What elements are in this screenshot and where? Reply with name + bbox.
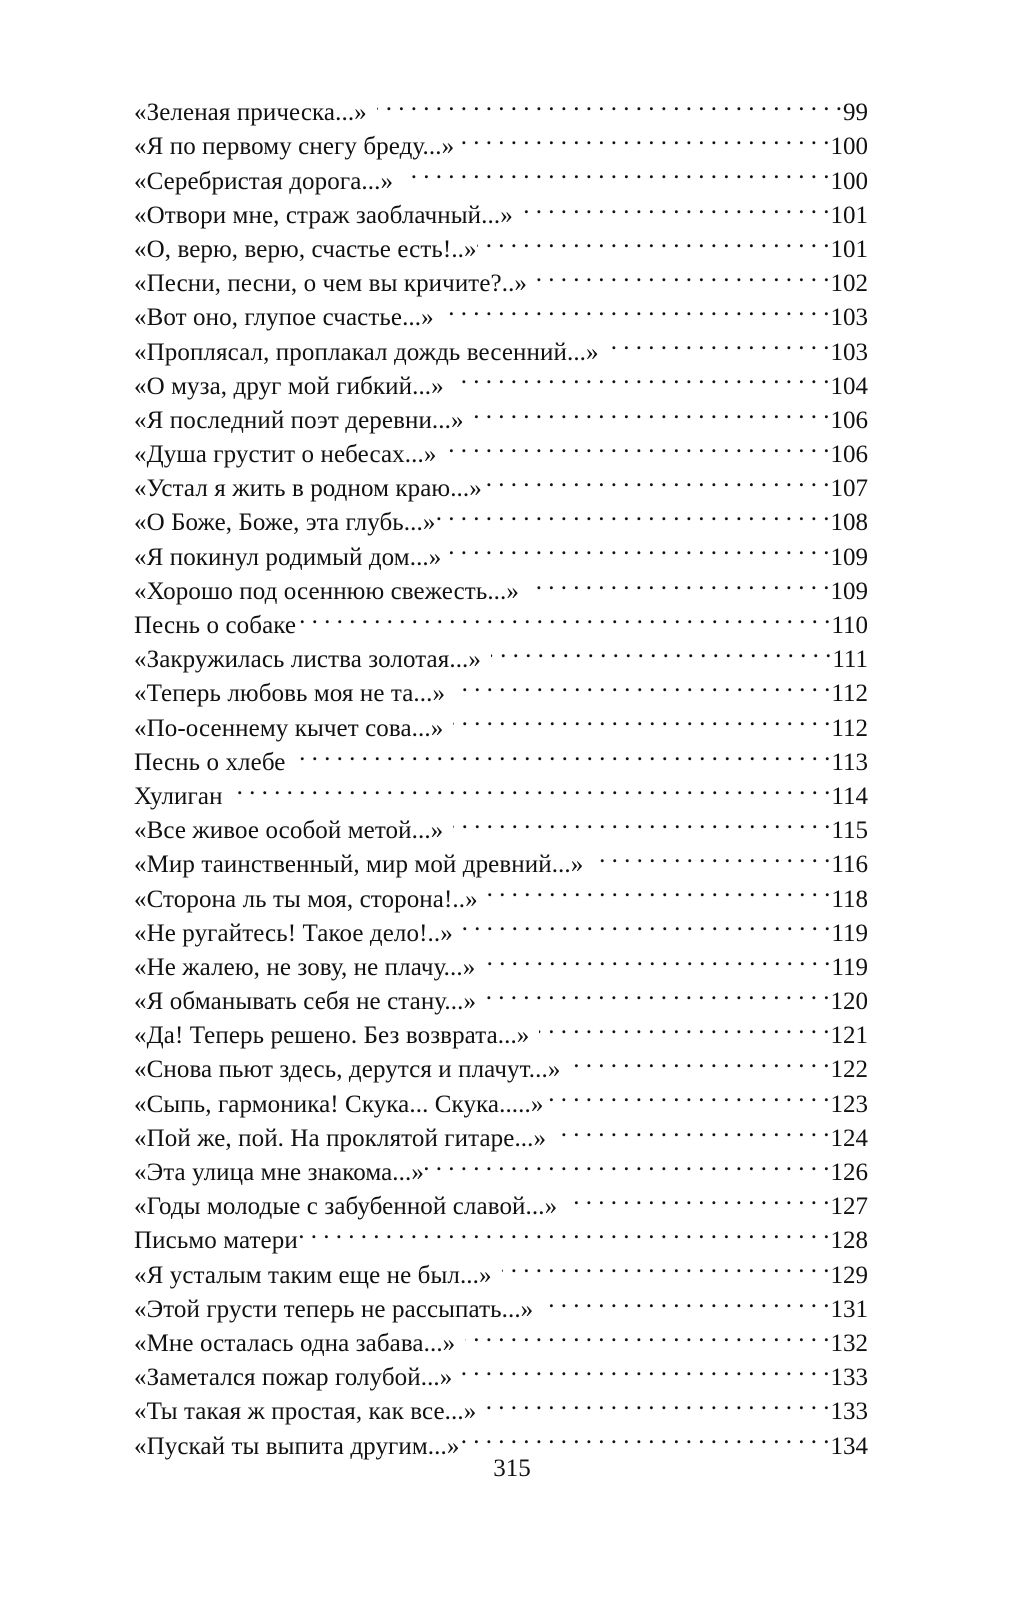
toc-entry-title: «Сторона ль ты моя, сторона!..» (134, 885, 478, 913)
toc-entry-page-number: 110 (831, 612, 868, 639)
toc-dot-leader (488, 872, 831, 906)
toc-dot-leader (424, 1146, 830, 1180)
toc-dot-leader (491, 633, 831, 667)
toc-dot-leader (485, 941, 830, 975)
toc-entry-title: «Эта улица мне знакома...» (134, 1159, 424, 1186)
toc-entry-title: «Зеленая прическа...» (134, 99, 367, 127)
toc-entry-title: «Я по первому снегу бреду...» (134, 133, 455, 161)
toc-entry-page-number: 122 (830, 1056, 868, 1084)
toc-dot-leader (455, 667, 830, 701)
toc-entry-title: «Годы молодые с забубенной славой...» (134, 1193, 558, 1221)
toc-entry-title: «Я обманывать себя не стану...» (134, 988, 477, 1016)
toc-dot-leader (435, 496, 829, 530)
toc-entry-title: «Вот оно, глупое счастье...» (134, 304, 434, 332)
toc-entry-title: «Мне осталась одна забава...» (134, 1329, 456, 1357)
toc-entry-title: «Мир таинственный, мир мой древний...» (134, 851, 584, 879)
toc-dot-leader (474, 394, 830, 428)
toc-entry-title: «О, верю, верю, счастье есть!..» (134, 235, 477, 263)
toc-dot-leader (465, 1317, 829, 1351)
toc-dot-leader (593, 838, 830, 872)
toc-entry-page-number: 126 (830, 1159, 868, 1186)
toc-entry-title: «О Боже, Боже, эта глубь...» (134, 509, 436, 537)
toc-dot-leader (298, 1214, 830, 1248)
toc-dot-leader (543, 1077, 829, 1111)
toc-entry-title: «Душа грустит о небесах...» (134, 441, 437, 469)
toc-entry-page-number: 128 (830, 1227, 868, 1255)
toc-entry-page-number: 100 (830, 133, 868, 161)
toc-entry-page-number: 119 (831, 919, 868, 947)
toc-dot-leader (570, 1043, 829, 1077)
toc-entry-page-number: 132 (830, 1329, 868, 1357)
toc-entry-page-number: 118 (831, 885, 868, 913)
toc-dot-leader (537, 257, 829, 291)
toc-entry-title: «Заметался пожар голубой...» (134, 1364, 453, 1392)
toc-dot-leader (463, 907, 831, 941)
toc-dot-leader (502, 1248, 830, 1282)
toc-entry-title: «Теперь любовь моя не та...» (134, 680, 446, 708)
toc-dot-leader (567, 1180, 829, 1214)
toc-entry-title: «Хорошо под осеннюю свежесть...» (134, 577, 519, 605)
toc-dot-leader (377, 86, 842, 120)
toc-entry[interactable] (134, 86, 868, 127)
toc-dot-leader (462, 1351, 829, 1385)
toc-entry-page-number: 120 (830, 988, 868, 1016)
toc-entry-title: Хулиган (134, 782, 223, 810)
toc-dot-leader (529, 565, 830, 599)
toc-dot-leader (539, 1009, 829, 1043)
toc-entry-title: «Не ругайтесь! Такое дело!..» (134, 919, 453, 947)
toc-entry-title: «Отвори мне, страж заоблачный...» (134, 201, 513, 229)
toc-entry-page-number: 133 (830, 1398, 868, 1426)
toc-entry-page-number: 129 (830, 1261, 868, 1289)
toc-dot-leader (441, 530, 829, 564)
toc-entry-page-number: 101 (830, 235, 868, 263)
toc-entry[interactable] (134, 804, 868, 845)
toc-entry-title: «Серебристая дорога...» (134, 167, 394, 195)
toc-entry-page-number: 115 (831, 817, 868, 845)
toc-dot-leader (556, 1112, 829, 1146)
toc-entry-page-number: 108 (830, 509, 868, 537)
toc-entry-title: «Этой грусти теперь не рассыпать...» (134, 1295, 534, 1323)
toc-dot-leader (482, 462, 830, 496)
toc-entry-page-number: 106 (830, 406, 868, 434)
toc-entry-title: «Проплясал, проплакал дождь весенний...» (134, 338, 599, 366)
toc-entry-page-number: 109 (830, 577, 868, 605)
toc-entry-page-number: 127 (830, 1193, 868, 1221)
page-folio-number: 315 (493, 1455, 531, 1482)
toc-entry-page-number: 104 (830, 372, 868, 400)
toc-entry-title: «Я покинул родимый дом...» (134, 543, 442, 571)
toc-entry[interactable] (134, 770, 868, 810)
toc-dot-leader (444, 291, 830, 325)
toc-entry-title: «О муза, друг мой гибкий...» (134, 372, 444, 400)
toc-entry-page-number: 123 (830, 1090, 868, 1118)
toc-dot-leader (296, 599, 830, 633)
toc-dot-leader (543, 1283, 829, 1317)
toc-entry-title: «Все живое особой метой...» (134, 817, 444, 845)
table-of-contents-list (134, 86, 868, 1460)
toc-dot-leader (486, 1385, 829, 1419)
toc-entry-page-number: 103 (830, 338, 868, 366)
toc-dot-leader (523, 189, 830, 223)
toc-entry-page-number: 102 (830, 270, 868, 298)
toc-entry-title: «Пой же, пой. На проклятой гитаре...» (134, 1124, 547, 1152)
toc-dot-leader (459, 1419, 829, 1453)
toc-entry-page-number: 119 (831, 953, 868, 981)
toc-entry-title: «Ты такая ж простая, как все...» (134, 1398, 477, 1426)
toc-dot-leader (454, 120, 829, 154)
toc-entry-title: «По-осеннему кычет сова...» (134, 714, 444, 742)
toc-entry-title: «Закружилась листва золотая...» (134, 646, 481, 674)
toc-entry-page-number: 113 (831, 748, 868, 776)
toc-entry-title: «Да! Теперь решено. Без возврата...» (134, 1022, 530, 1050)
toc-entry-title: «Песни, песни, о чем вы кричите?..» (134, 270, 528, 298)
toc-entry-title: «Я последний поэт деревни...» (134, 406, 464, 434)
toc-entry-page-number: 101 (830, 201, 868, 229)
toc-entry-page-number: 99 (843, 99, 868, 127)
toc-entry-page-number: 133 (830, 1364, 868, 1392)
toc-dot-leader (486, 975, 829, 1009)
toc-entry-page-number: 112 (831, 680, 868, 708)
toc-entry-page-number: 103 (830, 304, 868, 332)
toc-dot-leader (296, 736, 831, 770)
toc-entry-page-number: 107 (830, 475, 868, 503)
toc-dot-leader (454, 360, 830, 394)
toc-entry-title: Письмо матери (134, 1227, 298, 1255)
toc-dot-leader (477, 223, 830, 257)
toc-entry-title: «Сыпь, гармоника! Скука... Скука.....» (134, 1090, 544, 1118)
toc-entry-title: Песнь о собаке (134, 612, 297, 639)
toc-entry-title: «Пускай ты выпита другим...» (134, 1432, 460, 1460)
toc-entry-page-number: 134 (830, 1432, 868, 1460)
toc-dot-leader (453, 701, 830, 735)
toc-dot-leader (233, 770, 831, 804)
toc-entry-page-number: 114 (831, 782, 868, 810)
toc-entry-page-number: 116 (831, 851, 868, 879)
toc-dot-leader (446, 428, 829, 462)
toc-entry-page-number: 111 (832, 646, 868, 674)
toc-entry-page-number: 112 (831, 714, 868, 742)
toc-entry-title: «Снова пьют здесь, дерутся и плачут...» (134, 1056, 561, 1084)
toc-entry-page-number: 100 (830, 167, 868, 195)
toc-entry-page-number: 109 (830, 543, 868, 571)
toc-entry-title: «Я усталым таким еще не был...» (134, 1261, 492, 1289)
toc-entry-page-number: 121 (830, 1022, 868, 1050)
toc-dot-leader (453, 804, 830, 838)
toc-dot-leader (403, 154, 829, 188)
toc-entry-title: «Не жалею, не зову, не плачу...» (134, 953, 476, 981)
toc-dot-leader (609, 325, 830, 359)
toc-entry-page-number: 106 (830, 441, 868, 469)
toc-entry-title: Песнь о хлебе (134, 748, 286, 776)
toc-entry-title: «Устал я жить в родном краю...» (134, 475, 482, 503)
toc-entry-page-number: 131 (830, 1295, 868, 1323)
toc-entry-page-number: 124 (830, 1124, 868, 1152)
